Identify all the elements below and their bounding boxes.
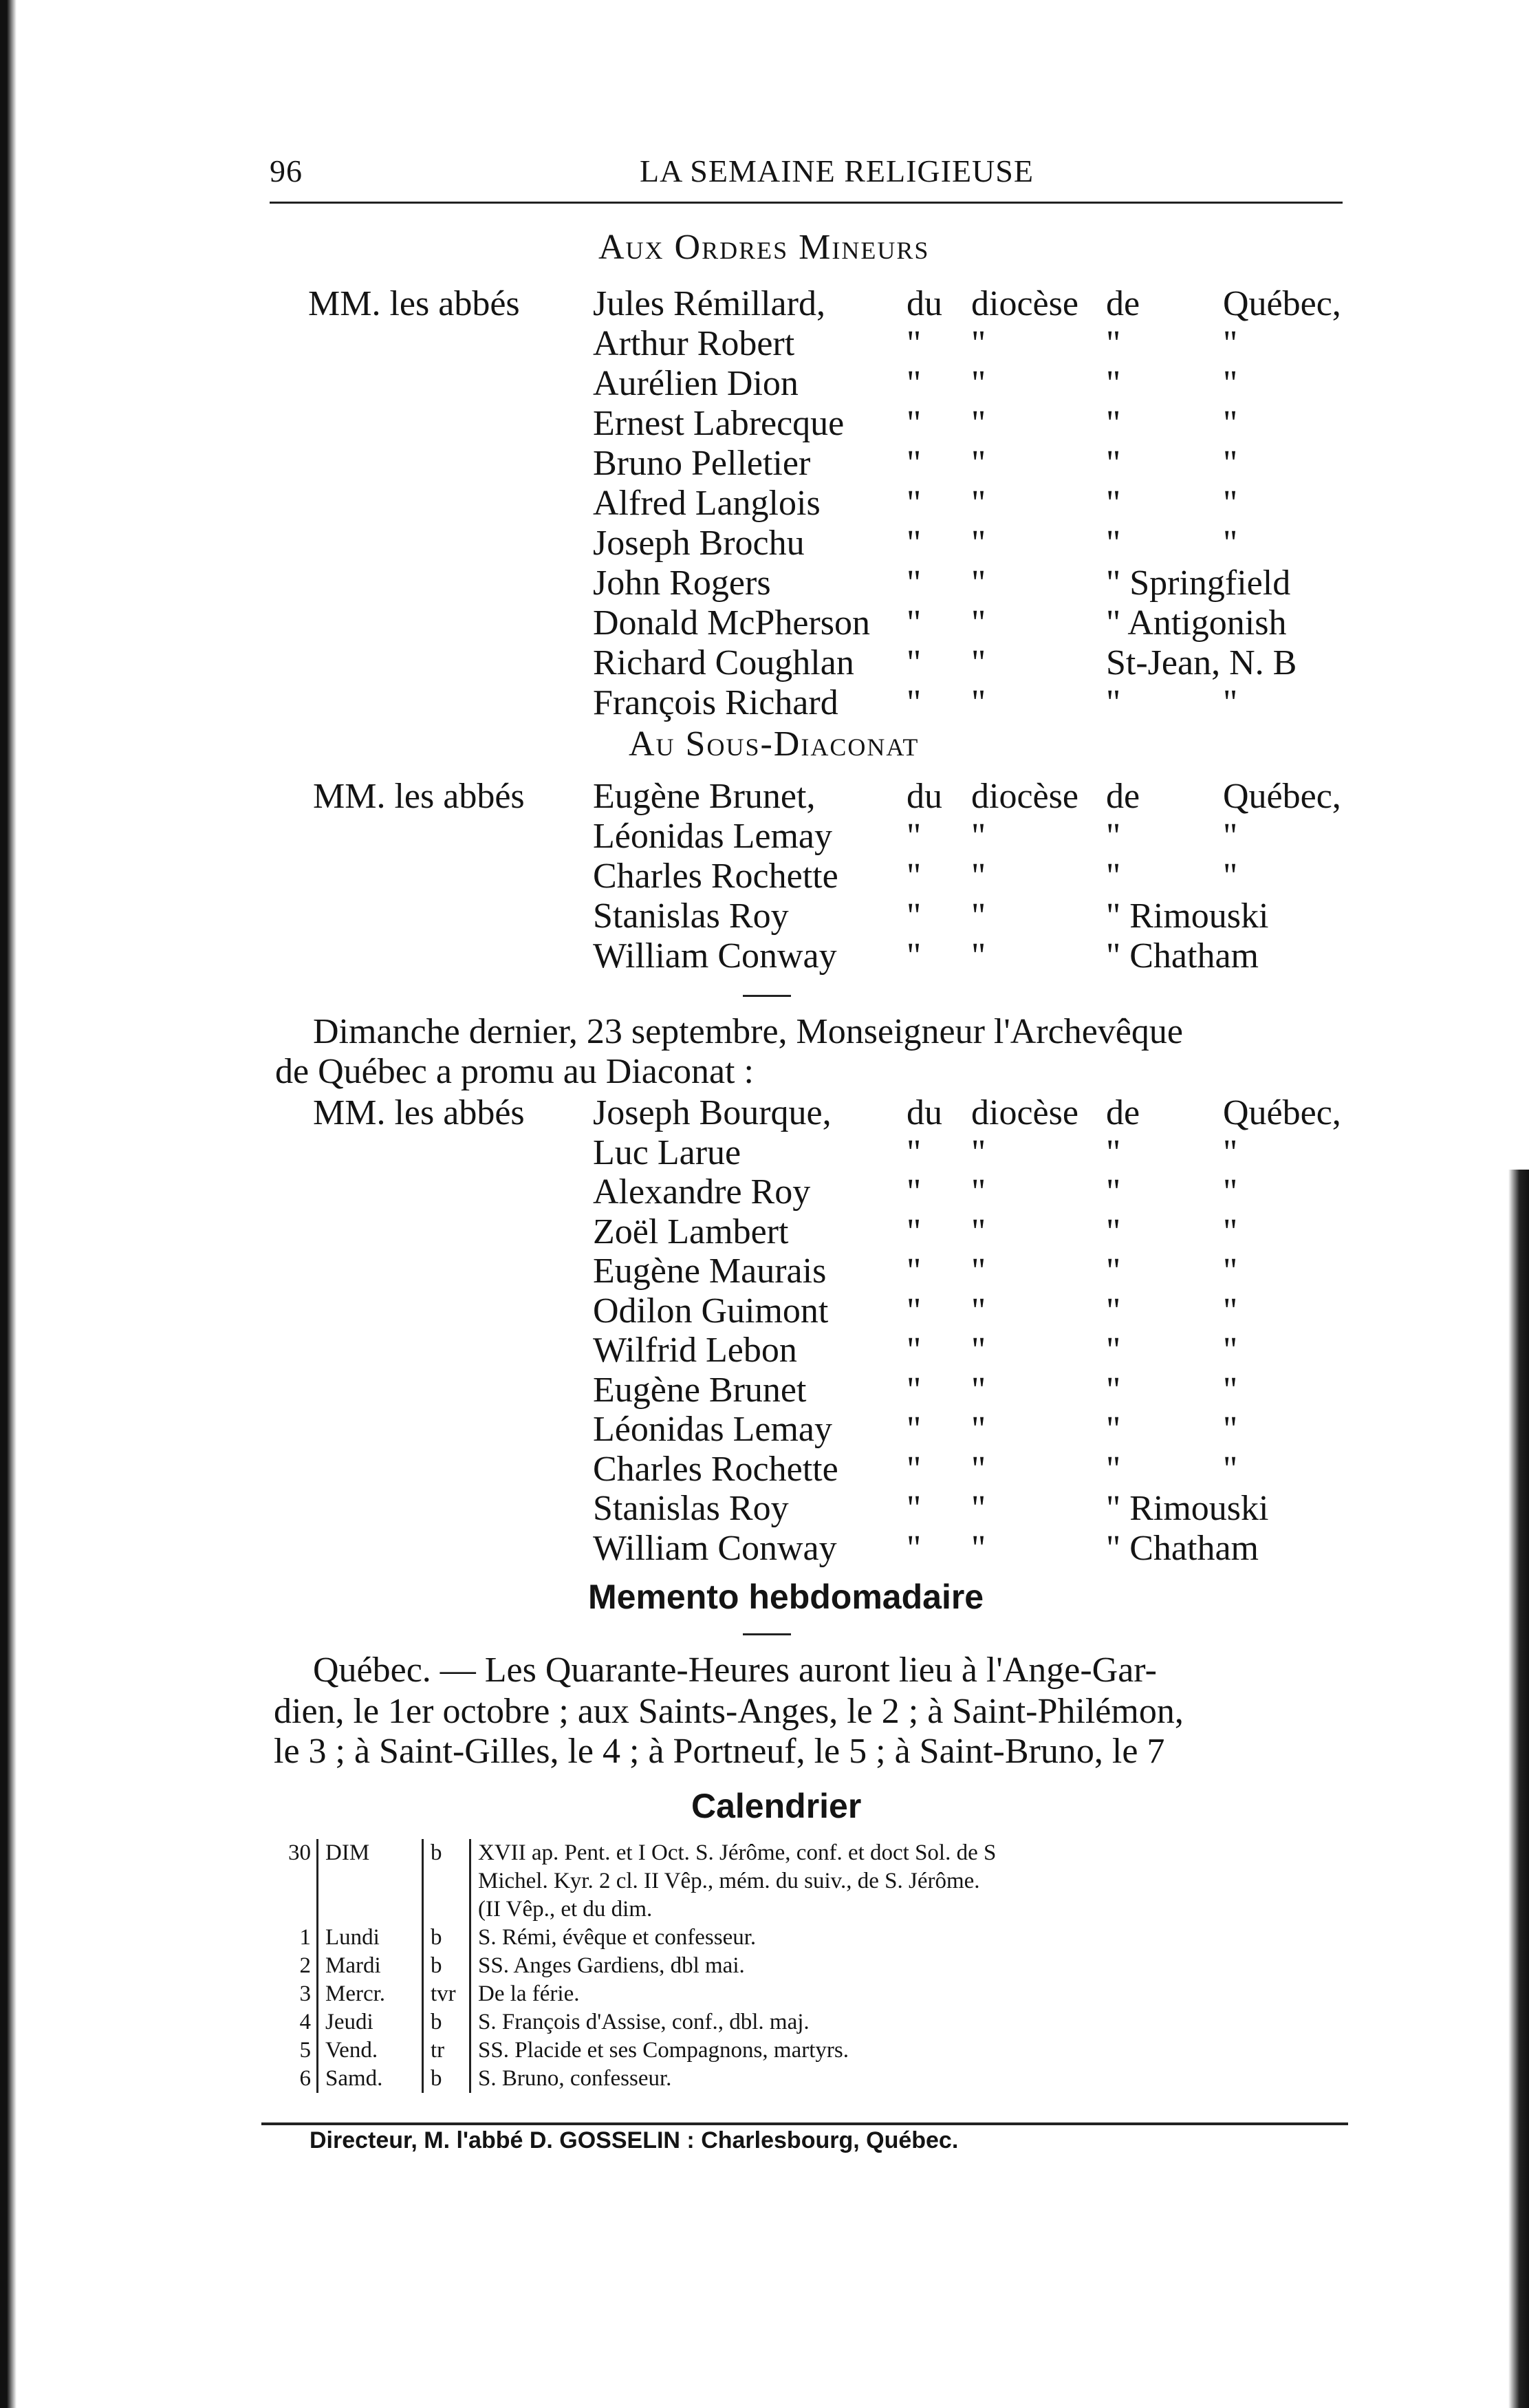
minor_orders-row-c1: ": [907, 603, 922, 643]
calendar-cell-desc: De la férie.: [478, 1981, 580, 2006]
calendar-row: [261, 1924, 1496, 1952]
diaconate-row-name: Alexandre Roy: [593, 1172, 811, 1212]
calendar-cell-desc: SS. Anges Gardiens, dbl mai.: [478, 1953, 745, 1978]
calendar-cell-rite: b: [423, 1839, 470, 1867]
minor_orders-row-c2: ": [971, 603, 986, 643]
diaconate-row-c1: ": [907, 1370, 922, 1410]
minor_orders-row-c2: ": [971, 324, 986, 363]
calendar-cell-day: Jeudi: [318, 2008, 423, 2036]
diaconate-row-c4: ": [1223, 1172, 1238, 1212]
subdiaconate-row-c2: ": [971, 896, 986, 936]
intro-diaconate: MM. les abbés: [313, 1093, 525, 1132]
diaconate-row-c2: diocèse: [971, 1093, 1078, 1132]
subdiaconate-row-c3: " Chatham: [1106, 936, 1259, 976]
calendar-cell-desc: S. François d'Assise, conf., dbl. maj.: [478, 2010, 810, 2034]
diaconate-row-c1: ": [907, 1132, 922, 1172]
minor_orders-row-name: John Rogers: [593, 563, 771, 603]
calendar-row: [261, 1839, 1496, 1867]
diaconate-row-name: Charles Rochette: [593, 1449, 838, 1489]
calendar-cell-num: 5: [261, 2036, 318, 2065]
minor_orders-row-c1: ": [907, 683, 922, 722]
diaconate-row-c2: ": [971, 1528, 986, 1568]
diaconate-row-c4: ": [1223, 1251, 1238, 1291]
minor_orders-row-c4: ": [1223, 524, 1238, 563]
subdiaconate-row-c1: ": [907, 936, 922, 976]
minor_orders-row-name: Ernest Labrecque: [593, 404, 845, 443]
calendar-table: [261, 1839, 1496, 2093]
minor_orders-row-c4: ": [1223, 404, 1238, 443]
minor_orders-row-c3: ": [1106, 444, 1121, 483]
calendar-cell-rite: b: [423, 1952, 470, 1980]
diaconate-row-c2: ": [971, 1370, 986, 1410]
calendar-cell-desc: SS. Placide et ses Compagnons, martyrs.: [478, 2038, 849, 2063]
diaconate-row-c3: ": [1106, 1291, 1121, 1331]
memento-line1: Québec. — Les Quarante-Heures auront lieu à l'Ange-Gar-: [313, 1651, 1157, 1690]
minor_orders-row-c3: " Springfield: [1106, 563, 1291, 603]
diaconate-row-c4: ": [1223, 1212, 1238, 1251]
minor_orders-row-name: Aurélien Dion: [593, 364, 799, 403]
diaconate-row-c4: ": [1223, 1449, 1238, 1489]
header-rule: [270, 202, 1343, 204]
diaconate-row-c4: ": [1223, 1331, 1238, 1370]
diaconate-row-name: Stanislas Roy: [593, 1489, 789, 1528]
minor_orders-row-c3: de: [1106, 284, 1140, 323]
diaconate-row-c1: ": [907, 1251, 922, 1291]
calendar-cell-num: 6: [261, 2065, 318, 2093]
diaconate-row-c1: ": [907, 1489, 922, 1528]
subdiaconate-row-name: Léonidas Lemay: [593, 817, 832, 856]
diaconate-row-c3: " Rimouski: [1106, 1489, 1269, 1528]
minor_orders-row-c4: ": [1223, 364, 1238, 403]
subdiaconate-row-c4: Québec,: [1223, 777, 1341, 816]
intro-minor-orders: MM. les abbés: [308, 284, 520, 323]
diaconate-row-c1: ": [907, 1291, 922, 1331]
calendar-row: [261, 1867, 1496, 1895]
subdiaconate-row-c1: ": [907, 857, 922, 896]
minor_orders-row-c2: ": [971, 683, 986, 722]
diaconate-row-c2: ": [971, 1449, 986, 1489]
calendar-cell-rite: [423, 1867, 470, 1895]
minor_orders-row-c1: ": [907, 364, 922, 403]
calendar-cell-desc: S. Bruno, confesseur.: [478, 2066, 672, 2091]
minor_orders-row-c4: ": [1223, 683, 1238, 722]
calendar-cell-desc: Michel. Kyr. 2 cl. II Vêp., mém. du suiv., de S. Jérôme.: [478, 1869, 980, 1893]
calendar-row: [261, 2065, 1496, 2093]
calendar-cell-desc: XVII ap. Pent. et I Oct. S. Jérôme, conf. et doct Sol. de S: [478, 1840, 997, 1865]
diaconate-row-c3: ": [1106, 1331, 1121, 1370]
minor_orders-row-name: Donald McPherson: [593, 603, 870, 643]
subdiaconate-row-c1: ": [907, 896, 922, 936]
diaconate-row-c1: ": [907, 1528, 922, 1568]
minor_orders-row-c1: ": [907, 643, 922, 682]
diaconate-row-c4: Québec,: [1223, 1093, 1341, 1132]
diaconate-row-name: Joseph Bourque,: [593, 1093, 832, 1132]
memento-line3: le 3 ; à Saint-Gilles, le 4 ; à Portneuf, le 5 ; à Saint-Bruno, le 7: [274, 1732, 1165, 1771]
diaconate-row-name: William Conway: [593, 1528, 837, 1568]
subdiaconate-row-c1: ": [907, 817, 922, 856]
calendar-cell-rite: [423, 1895, 470, 1924]
minor_orders-row-c3: ": [1106, 484, 1121, 523]
diaconate-paragraph-line1: Dimanche dernier, 23 septembre, Monseigneur l'Archevêque: [313, 1012, 1183, 1051]
minor_orders-row-c2: ": [971, 444, 986, 483]
calendar-cell-rite: tr: [423, 2036, 470, 2065]
diaconate-row-c1: ": [907, 1172, 922, 1212]
diaconate-row-c1: ": [907, 1410, 922, 1449]
calendar-row: [261, 1895, 1496, 1924]
calendar-cell-rite: b: [423, 2065, 470, 2093]
diaconate-row-c2: ": [971, 1489, 986, 1528]
minor_orders-row-c1: ": [907, 324, 922, 363]
minor_orders-row-c2: ": [971, 404, 986, 443]
section-heading-minor-orders: Aux Ordres Mineurs: [598, 228, 930, 267]
footer-credit: Directeur, M. l'abbé D. GOSSELIN : Charlesbourg, Québec.: [310, 2127, 959, 2153]
memento-heading: Memento hebdomadaire: [588, 1578, 984, 1616]
minor_orders-row-c2: ": [971, 364, 986, 403]
diaconate-row-c1: ": [907, 1212, 922, 1251]
subdiaconate-row-c4: ": [1223, 857, 1238, 896]
minor_orders-row-name: Alfred Langlois: [593, 484, 821, 523]
calendar-cell-rite: b: [423, 2008, 470, 2036]
subdiaconate-row-c4: ": [1223, 817, 1238, 856]
minor_orders-row-c1: ": [907, 404, 922, 443]
memento-line2: dien, le 1er octobre ; aux Saints-Anges, le 2 ; à Saint-Philémon,: [274, 1692, 1184, 1731]
calendar-cell-num: 1: [261, 1924, 318, 1952]
calendar-row: [261, 2036, 1496, 2065]
calendar-cell-day: Mercr.: [318, 1980, 423, 2008]
diaconate-row-c2: ": [971, 1410, 986, 1449]
minor_orders-row-name: Jules Rémillard,: [593, 284, 825, 323]
diaconate-row-c4: ": [1223, 1291, 1238, 1331]
diaconate-row-c3: ": [1106, 1132, 1121, 1172]
subdiaconate-row-c2: ": [971, 857, 986, 896]
subdiaconate-row-name: Charles Rochette: [593, 857, 838, 896]
minor_orders-row-name: Richard Coughlan: [593, 643, 854, 682]
subdiaconate-row-c1: du: [907, 777, 942, 816]
diaconate-row-c2: ": [971, 1172, 986, 1212]
calendar-cell-desc: (II Vêp., et du dim.: [478, 1897, 653, 1922]
diaconate-row-c3: ": [1106, 1172, 1121, 1212]
diaconate-row-c4: ": [1223, 1410, 1238, 1449]
calendar-cell-day: Lundi: [318, 1924, 423, 1952]
diaconate-row-c3: ": [1106, 1449, 1121, 1489]
memento-divider: [743, 1633, 791, 1635]
minor_orders-row-c1: ": [907, 484, 922, 523]
intro-subdiaconate: MM. les abbés: [313, 777, 525, 816]
calendar-cell-num: 3: [261, 1980, 318, 2008]
diaconate-row-c4: ": [1223, 1132, 1238, 1172]
minor_orders-row-c1: du: [907, 284, 942, 323]
calendar-cell-num: 4: [261, 2008, 318, 2036]
diaconate-row-c2: ": [971, 1212, 986, 1251]
calendar-cell-rite: tvr: [423, 1980, 470, 2008]
minor_orders-row-c3: " Antigonish: [1106, 603, 1287, 643]
diaconate-row-name: Luc Larue: [593, 1132, 741, 1172]
calendar-cell-day: [318, 1895, 423, 1924]
minor_orders-row-name: Joseph Brochu: [593, 524, 805, 563]
diaconate-row-c2: ": [971, 1331, 986, 1370]
calendar-cell-num: 30: [261, 1839, 318, 1867]
minor_orders-row-c3: ": [1106, 404, 1121, 443]
minor_orders-row-c4: Québec,: [1223, 284, 1341, 323]
diaconate-row-c1: du: [907, 1093, 942, 1132]
calendar-cell-day: Vend.: [318, 2036, 423, 2065]
calendar-cell-day: [318, 1867, 423, 1895]
diaconate-row-name: Odilon Guimont: [593, 1291, 829, 1331]
minor_orders-row-c1: ": [907, 563, 922, 603]
minor_orders-row-c3: ": [1106, 683, 1121, 722]
calendar-heading: Calendrier: [691, 1787, 862, 1825]
diaconate-row-c4: ": [1223, 1370, 1238, 1410]
minor_orders-row-c2: ": [971, 563, 986, 603]
minor_orders-row-c4: ": [1223, 444, 1238, 483]
diaconate-row-c3: ": [1106, 1212, 1121, 1251]
diaconate-row-c1: ": [907, 1449, 922, 1489]
diaconate-row-c3: de: [1106, 1093, 1140, 1132]
minor_orders-row-c3: St-Jean, N. B: [1106, 643, 1297, 682]
diaconate-row-c2: ": [971, 1132, 986, 1172]
section-heading-subdiaconate: Au Sous-Diaconat: [629, 724, 920, 764]
subdiaconate-row-c2: diocèse: [971, 777, 1078, 816]
minor_orders-row-name: François Richard: [593, 683, 838, 722]
diaconate-row-c2: ": [971, 1251, 986, 1291]
diaconate-row-c1: ": [907, 1331, 922, 1370]
subdiaconate-row-c3: ": [1106, 857, 1121, 896]
diaconate-row-name: Zoël Lambert: [593, 1212, 789, 1251]
subdiaconate-row-name: William Conway: [593, 936, 837, 976]
calendar-cell-num: [261, 1895, 318, 1924]
page-edge-shadow-left: [0, 0, 17, 2408]
minor_orders-row-c1: ": [907, 524, 922, 563]
calendar-cell-day: DIM: [318, 1839, 423, 1867]
calendar-row: [261, 1952, 1496, 1980]
diaconate-row-c3: ": [1106, 1410, 1121, 1449]
diaconate-row-name: Eugène Brunet: [593, 1370, 807, 1410]
minor_orders-row-name: Arthur Robert: [593, 324, 795, 363]
diaconate-row-c2: ": [971, 1291, 986, 1331]
page-edge-shadow-right: [1508, 1170, 1529, 2408]
subdiaconate-row-c3: ": [1106, 817, 1121, 856]
diaconate-paragraph-line2: de Québec a promu au Diaconat :: [275, 1052, 754, 1091]
subdiaconate-row-c2: ": [971, 936, 986, 976]
calendar-cell-num: 2: [261, 1952, 318, 1980]
diaconate-row-c3: " Chatham: [1106, 1528, 1259, 1568]
calendar-row: [261, 2008, 1496, 2036]
subdiaconate-row-c3: de: [1106, 777, 1140, 816]
calendar-cell-day: Samd.: [318, 2065, 423, 2093]
subdiaconate-row-name: Eugène Brunet,: [593, 777, 816, 816]
minor_orders-row-c3: ": [1106, 524, 1121, 563]
minor_orders-row-c1: ": [907, 444, 922, 483]
minor_orders-row-c2: ": [971, 643, 986, 682]
diaconate-row-name: Eugène Maurais: [593, 1251, 827, 1291]
minor_orders-row-c4: ": [1223, 324, 1238, 363]
page-number: 96: [270, 153, 303, 189]
footer-rule: [261, 2122, 1348, 2125]
minor_orders-row-c3: ": [1106, 364, 1121, 403]
calendar-cell-num: [261, 1867, 318, 1895]
diaconate-row-name: Léonidas Lemay: [593, 1410, 832, 1449]
calendar-cell-desc: S. Rémi, évêque et confesseur.: [478, 1925, 757, 1950]
minor_orders-row-c3: ": [1106, 324, 1121, 363]
minor_orders-row-c2: diocèse: [971, 284, 1078, 323]
running-title: LA SEMAINE RELIGIEUSE: [640, 153, 1034, 189]
minor_orders-row-c4: ": [1223, 484, 1238, 523]
calendar-row: [261, 1980, 1496, 2008]
calendar-cell-day: Mardi: [318, 1952, 423, 1980]
minor_orders-row-c2: ": [971, 484, 986, 523]
subdiaconate-row-c3: " Rimouski: [1106, 896, 1269, 936]
subdiaconate-row-c2: ": [971, 817, 986, 856]
calendar-cell-rite: b: [423, 1924, 470, 1952]
diaconate-row-name: Wilfrid Lebon: [593, 1331, 797, 1370]
diaconate-row-c3: ": [1106, 1370, 1121, 1410]
minor_orders-row-c2: ": [971, 524, 986, 563]
subdiaconate-row-name: Stanislas Roy: [593, 896, 789, 936]
diaconate-row-c3: ": [1106, 1251, 1121, 1291]
minor_orders-row-name: Bruno Pelletier: [593, 444, 811, 483]
section-divider: [743, 995, 791, 997]
